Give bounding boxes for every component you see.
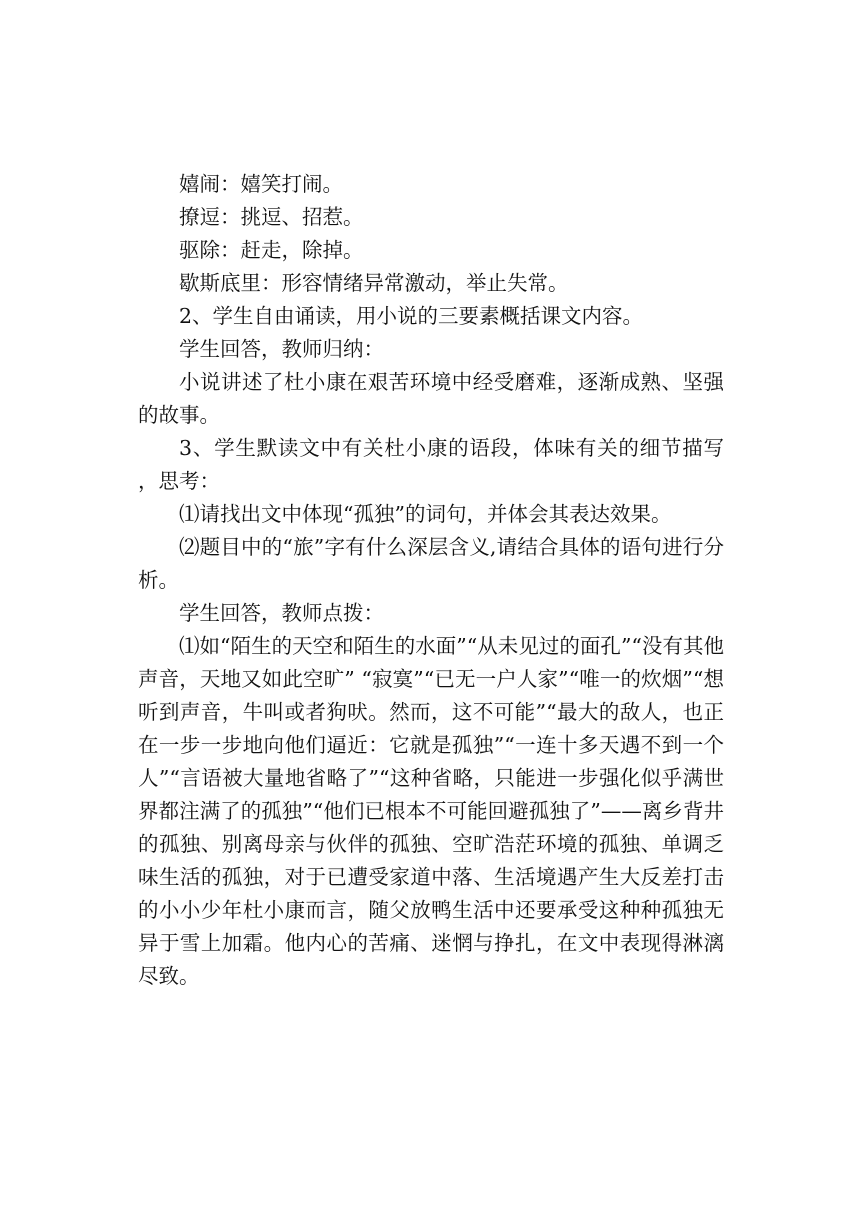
document-page [138, 168, 724, 993]
story-summary: 小说讲述了杜小康在艰苦环境中经受磨难，逐渐成熟、坚强的故事。 [138, 370, 724, 427]
question-2: ⑵题目中的“旅”字有什么深层含义,请结合具体的语句进行分析。 [138, 535, 724, 592]
definition-xiesidili: 歇斯底里：形容情绪异常激动，举止失常。 [179, 271, 569, 295]
teacher-guidance-intro: 学生回答，教师点拨： [179, 601, 384, 625]
definition-xinao: 嬉闹：嬉笑打闹。 [179, 172, 343, 196]
student-answer-summary-intro: 学生回答，教师归纳： [179, 337, 384, 361]
definition-liaodou: 撩逗：挑逗、招惹。 [179, 205, 364, 229]
definition-quchu: 驱除：赶走，除掉。 [179, 238, 364, 262]
step-2-instruction: 2、学生自由诵读，用小说的三要素概括课文内容。 [179, 304, 644, 328]
question-1: ⑴请找出文中体现“孤独”的词句，并体会其表达效果。 [179, 502, 672, 526]
answer-1-analysis: ⑴如“陌生的天空和陌生的水面”“从未见过的面孔”“没有其他声音，天地又如此空旷” “寂寞”“已无一户人家”“唯一的炊烟”“想听到声音，牛叫或者狗吠。然而，这不可能”“最大的敌人，也正在一步一步地向他们逼近：它就是孤独”“一连十多天遇不到一个人”“言语被大量地省略了”“这种省略，只能进一步强化似乎满世界都注满了的孤独”“他们已根本不可能回避孤独了”——离乡背井的孤独、别离母亲与伙伴的孤独、空旷浩茫环境的孤独、单调乏味生活的孤独，对于已遭受家道中落、生活境遇产生大反差打击的小小少年杜小康而言，随父放鸭生活中还要承受这种种孤独无异于雪上加霜。他内心的苦痛、迷惘与挣扎，在文中表现得淋漓尽致。 [138, 634, 724, 988]
step-3-instruction: 3、学生默读文中有关杜小康的语段，体味有关的细节描写，思考： [138, 436, 724, 493]
